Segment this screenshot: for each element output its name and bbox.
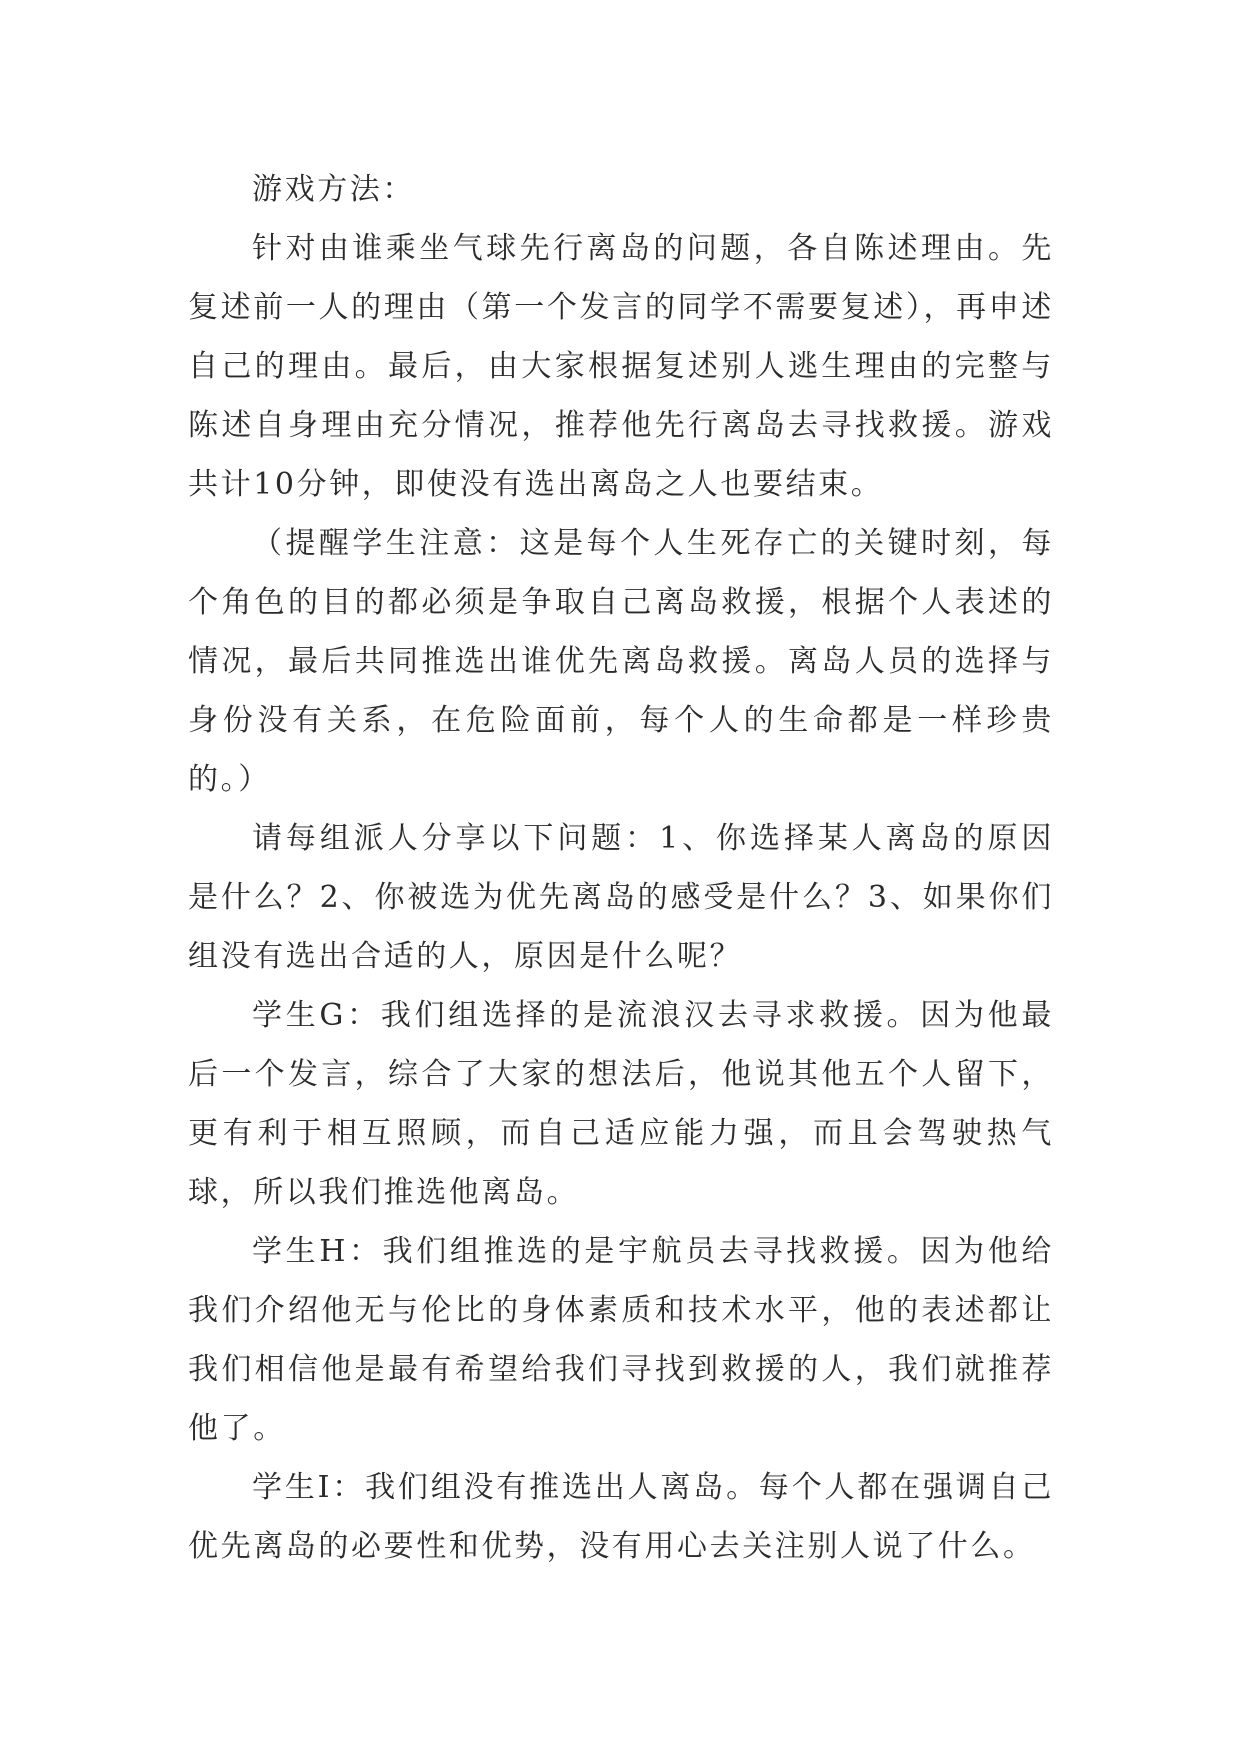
paragraph-student-h: 学生H：我们组推选的是宇航员去寻找救援。因为他给我们介绍他无与伦比的身体素质和技术水平，他的表述都让我们相信他是最有希望给我们寻找到救援的人，我们就推荐他了。 xyxy=(188,1234,1054,1446)
paragraph-reminder: （提醒学生注意：这是每个人生死存亡的关键时刻，每个角色的目的都必须是争取自己离岛救援，根据个人表述的情况，最后共同推选出谁优先离岛救援。离岛人员的选择与身份没有关系，在危险面前，每个人的生命都是一样珍贵的。） xyxy=(188,526,1054,797)
paragraph-share-questions: 请每组派人分享以下问题：1、你选择某人离岛的原因是什么？2、你被选为优先离岛的感受是什么？3、如果你们组没有选出合适的人，原因是什么呢？ xyxy=(188,821,1054,974)
paragraph-student-i: 学生I：我们组没有推选出人离岛。每个人都在强调自己优先离岛的必要性和优势，没有用心去关注别人说了什么。 xyxy=(188,1470,1054,1564)
paragraph-game-method-heading: 游戏方法： xyxy=(252,172,415,207)
document-body xyxy=(188,160,1054,1576)
paragraph-game-rules: 针对由谁乘坐气球先行离岛的问题，各自陈述理由。先复述前一人的理由（第一个发言的同学不需要复述），再申述自己的理由。最后，由大家根据复述别人逃生理由的完整与陈述自身理由充分情况，推荐他先行离岛去寻找救援。游戏共计10分钟，即使没有选出离岛之人也要结束。 xyxy=(188,231,1054,502)
paragraph-student-g: 学生G：我们组选择的是流浪汉去寻求救援。因为他最后一个发言，综合了大家的想法后，他说其他五个人留下，更有利于相互照顾，而自己适应能力强，而且会驾驶热气球，所以我们推选他离岛。 xyxy=(188,998,1054,1210)
